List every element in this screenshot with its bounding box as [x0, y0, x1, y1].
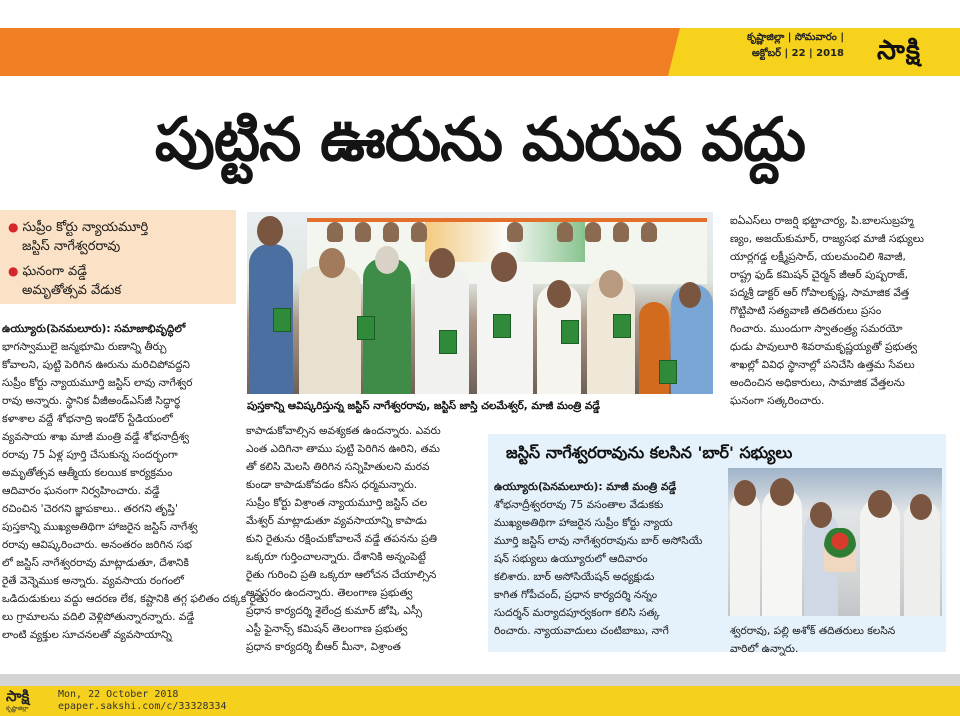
text-line: తో కలిసి మెలసి తిరిగిన సన్నిహితులని మరవ	[246, 461, 430, 473]
text-line: లాంటి వ్యక్తుల సూచనలతో వ్యవసాయాన్ని	[2, 629, 172, 641]
text-line: ఎస్టీ ఫైనాన్స్ కమిషన్ తెలంగాణ ప్రభుత్వ	[246, 623, 408, 635]
text-line: రచించిన 'చెరగని జ్ఞాపకాలు.. తరగని తృప్తి'	[2, 503, 178, 515]
text-line: ధుడు పావులూరి శివరామకృష్ణయ్యతో ప్రభుత్వ	[730, 341, 918, 353]
text-line: ఘనంగా సత్కరించారు.	[730, 395, 825, 407]
highlight-item-2-cont: అమృతోత్సవ వేడుక	[22, 283, 122, 298]
text-line: ముఖ్యఅతిథిగా హాజరైన సుప్రీం కోర్టు న్యాయ	[494, 517, 673, 529]
text-line: రరావు ఆవిష్కరించారు. అనంతరం జరిగిన సభ	[2, 539, 192, 551]
text-line: ఒడిదుడుకులు వద్దు ఆదరణ లేక, కష్టానికి తగ్గ ఫలితం దక్కక రైతు	[2, 593, 268, 605]
dateline	[694, 30, 844, 62]
book	[439, 330, 457, 354]
text-line: మూర్తి జస్టిస్ లావు నాగేశ్వరరావును బార్ అసోసియే	[494, 535, 703, 547]
person	[415, 264, 469, 394]
portrait	[383, 222, 399, 242]
text-line: రైతు గురించి ప్రతి ఒక్కరూ ఆలోచన చేయాల్సిన	[246, 569, 437, 581]
article-column-3	[730, 212, 956, 410]
masthead-bar	[0, 28, 960, 76]
text-line: కాపాడుకోవాల్సిన అవశ్యకత ఉందన్నారు. ఎవరు	[246, 425, 441, 437]
book	[493, 314, 511, 338]
person-head	[257, 216, 283, 246]
bullet-icon: ●	[8, 220, 19, 234]
bouquet	[824, 528, 856, 572]
book	[659, 360, 677, 384]
text-line: ఒక్కరూ గుర్తించాలన్నారు. దేశానికి అన్నంపెట్టే	[246, 551, 426, 563]
person-head	[734, 480, 756, 506]
text-line: శ్వరరావు, పల్లి అశోక్ తదితరులు కలసిన	[730, 625, 896, 637]
text-line: కోవాలని, పుట్టి పెరిగిన ఊరును మరిచిపోవద్దని	[2, 359, 190, 371]
text-line: కలిశారు. బార్ అసోసియేషన్ అధ్యక్షుడు	[494, 571, 655, 583]
text-line: రించారు. న్యాయవాదులు చంటిబాబు, నాగే	[494, 625, 669, 637]
text-line: ఎంత ఎదిగినా తాము పుట్టి పెరిగిన ఊరిని, తమ	[246, 443, 440, 455]
text-line: సుప్రీం కోర్టు న్యాయమూర్తి జస్టిస్ లావు నాగేశ్వర	[2, 377, 193, 389]
person	[762, 488, 802, 616]
text-line: లు గ్రామాలను వదిలి వెళ్లిపోతున్నారన్నారు. వడ్డే	[2, 611, 195, 623]
dateline-date: అక్టోబర్ | 22 | 2018	[751, 48, 844, 59]
highlight-item-1-cont: జస్టిస్ నాగేశ్వరరావు	[22, 239, 121, 254]
text-line: ప్రధాన కార్యదర్శి బీఆర్ మీనా, విశ్రాంత	[246, 641, 401, 653]
book	[561, 320, 579, 344]
text-line: సుప్రీం కోర్టు విశ్రాంత న్యాయమూర్తి జస్టిస్ చల	[246, 497, 428, 509]
text-line: పుస్తకాన్ని ముఖ్యఅతిథిగా హాజరైన జస్టిస్ నాగేశ్వ	[2, 521, 198, 533]
footer-bar	[0, 686, 960, 716]
bullet-icon: ●	[8, 264, 19, 278]
article-column-1	[2, 320, 268, 644]
portrait	[585, 222, 601, 242]
text-line: భాగస్వాములై జన్మభూమి రుణాన్ని తీర్చు	[2, 341, 167, 353]
book	[613, 314, 631, 338]
person-head	[491, 252, 517, 282]
text-line: రాష్ట్ర ఫుడ్ కమిషన్ చైర్మన్ జీఆర్ పుష్పరాజ్,	[730, 269, 909, 281]
text-line: సుదర్శన్ మర్యాదపూర్వకంగా కలిసి సత్క	[494, 607, 660, 619]
text-line: వారిలో ఉన్నారు.	[730, 643, 799, 655]
text-line: యార్లగడ్డ లక్ష్మీప్రసాద్, యలమంచిలి శివాజీ,	[730, 251, 906, 263]
portrait	[557, 222, 573, 242]
footer-divider	[0, 674, 960, 686]
book	[273, 308, 291, 332]
text-line: పద్మశ్రీ డాక్టర్ ఆర్ గోపాలకృష్ణ, సామాజిక వేత్త	[730, 287, 910, 299]
article-column-2	[246, 422, 482, 656]
bar-members-photo	[728, 468, 942, 616]
text-line: అవసరం ఉందన్నారు. తెలంగాణ ప్రభుత్వ	[246, 587, 413, 599]
person-head	[910, 494, 932, 520]
text-line: శాఖల్లో వివిధ స్థానాల్లో పనిచేసి ఉత్తమ సేవలు	[730, 359, 915, 371]
event-photo	[247, 212, 713, 394]
text-line: కళాశాల వద్దే శోభనాద్రి ఇండోర్ స్టేడియంలో	[2, 413, 173, 425]
text-line: కుండా కాపాడుకోవడం కనీస ధర్మమన్నారు.	[246, 479, 418, 491]
person-head	[810, 502, 832, 528]
text-line: శోభనాద్రీశ్వరరావు 75 వసంతాల వేడుకకు	[494, 499, 664, 511]
text-line: రరావు 75 ఏళ్ల పూర్తి చేసుకున్న సందర్భంగా	[2, 449, 178, 461]
person-head	[770, 478, 794, 506]
footer-epaper-link[interactable]: epaper.sakshi.com/c/33328334	[58, 701, 227, 712]
sakshi-logo: సాక్షి	[877, 35, 921, 66]
text-line: అందించిన అధికారులు, సామాజిక వేత్తలను	[730, 377, 905, 389]
person-head	[599, 270, 623, 298]
highlights-box	[0, 210, 236, 304]
text-line: మేశ్వర్ మాట్లాడుతూ వ్యవసాయాన్ని కాపాడు	[246, 515, 427, 527]
masthead-orange-band	[0, 28, 680, 76]
text-line: రైతే వెన్నెముక అన్నారు. వ్యవసాయ రంగంలో	[2, 575, 184, 587]
text-line: అమృతోత్సవ ఆత్మీయ కలయిక కార్యక్రమం	[2, 467, 173, 479]
text-line: గొట్టిపాటి సత్యవాణి తదితరులు ప్రసం	[730, 305, 882, 317]
bar-members-story-title: జస్టిస్ నాగేశ్వరరావును కలసిన 'బార్' సభ్యులు	[506, 443, 793, 462]
text-line: ఐఏఎస్‌లు రాజర్షి భట్టాచార్య, పి.బాలసుబ్రహ్మ	[730, 215, 914, 227]
person-head	[868, 490, 892, 518]
banner-portraits	[317, 222, 697, 252]
article-headline: పుట్టిన ఊరును మరువ వద్దు	[154, 105, 806, 175]
footer-logo-edition: కృష్ణాజిల్లా	[6, 705, 29, 712]
photo-caption: పుస్తకాన్ని ఆవిష్కరిస్తున్న జస్టిస్ నాగేశ్వరరావు, జస్టిస్ జాస్తి చలమేశ్వర్, మాజీ మంత్రి వడ్డే	[247, 400, 600, 412]
highlight-2-line-1: ఘనంగా వడ్డే	[22, 264, 87, 279]
footer-date: Mon, 22 October 2018	[58, 689, 179, 700]
portrait	[355, 222, 371, 242]
person-head	[375, 246, 399, 274]
dateline-district-day: కృష్ణాజిల్లా | సోమవారం |	[747, 32, 844, 43]
text-line: షన్ సభ్యులు ఉయ్యూరులో ఆదివారం	[494, 553, 648, 565]
person-head	[429, 248, 455, 278]
highlight-item-2	[8, 262, 87, 281]
portrait	[411, 222, 427, 242]
portrait	[641, 222, 657, 242]
book	[357, 316, 375, 340]
portrait	[613, 222, 629, 242]
highlight-item-1	[8, 218, 148, 237]
text-line: రావు అన్నారు. స్థానిక వీజీఅండ్ఎస్‌జీ సిద్ధార్థ	[2, 395, 181, 407]
text-line: కాగిత గోపీచంద్, ప్రధాన కార్యదర్శి నన్నం	[494, 589, 658, 601]
person-head	[679, 282, 701, 308]
portrait	[327, 222, 343, 242]
bar-members-story-text-cont	[730, 622, 946, 658]
text-line: వ్యవసాయ శాఖ మాజీ మంత్రి వడ్డే శోభనాద్రీశ్వ	[2, 431, 190, 443]
text-line: ప్రధాన కార్యదర్శి శైలేంద్ర కుమార్ జోషి, ఎస్సీ	[246, 605, 423, 617]
text-line: కుని రైతును రక్షించుకోవాలనే వడ్డే తపనను ప్రతి	[246, 533, 437, 545]
footer-sakshi-logo: సాక్షి	[6, 687, 30, 705]
person-head	[319, 248, 345, 278]
person-head	[547, 280, 571, 308]
bar-members-story-text	[494, 478, 722, 640]
text-line: ఆదివారం ఘనంగా నిర్వహించారు. వడ్డే	[2, 485, 160, 497]
person	[299, 266, 361, 394]
text-line: ఉయ్యూరు(పెనమలూరు): సమాజాభివృద్ధిలో	[2, 323, 186, 335]
portrait	[507, 222, 523, 242]
text-line: ణ్యం, అజయ్‌కుమార్, రాజ్యసభ మాజీ సభ్యులు	[730, 233, 924, 245]
person	[730, 492, 760, 616]
text-line: గించారు. ముందుగా స్వాతంత్ర్య సమరయో	[730, 323, 903, 335]
highlight-1-line-1: సుప్రీం కోర్టు న్యాయమూర్తి	[22, 220, 149, 235]
text-line: ఉయ్యూరు(పెనమలూరు): మాజీ మంత్రి వడ్డే	[494, 481, 677, 493]
text-line: లో జస్టిస్ నాగేశ్వరరావు మాట్లాడుతూ, దేశానికి	[2, 557, 189, 569]
